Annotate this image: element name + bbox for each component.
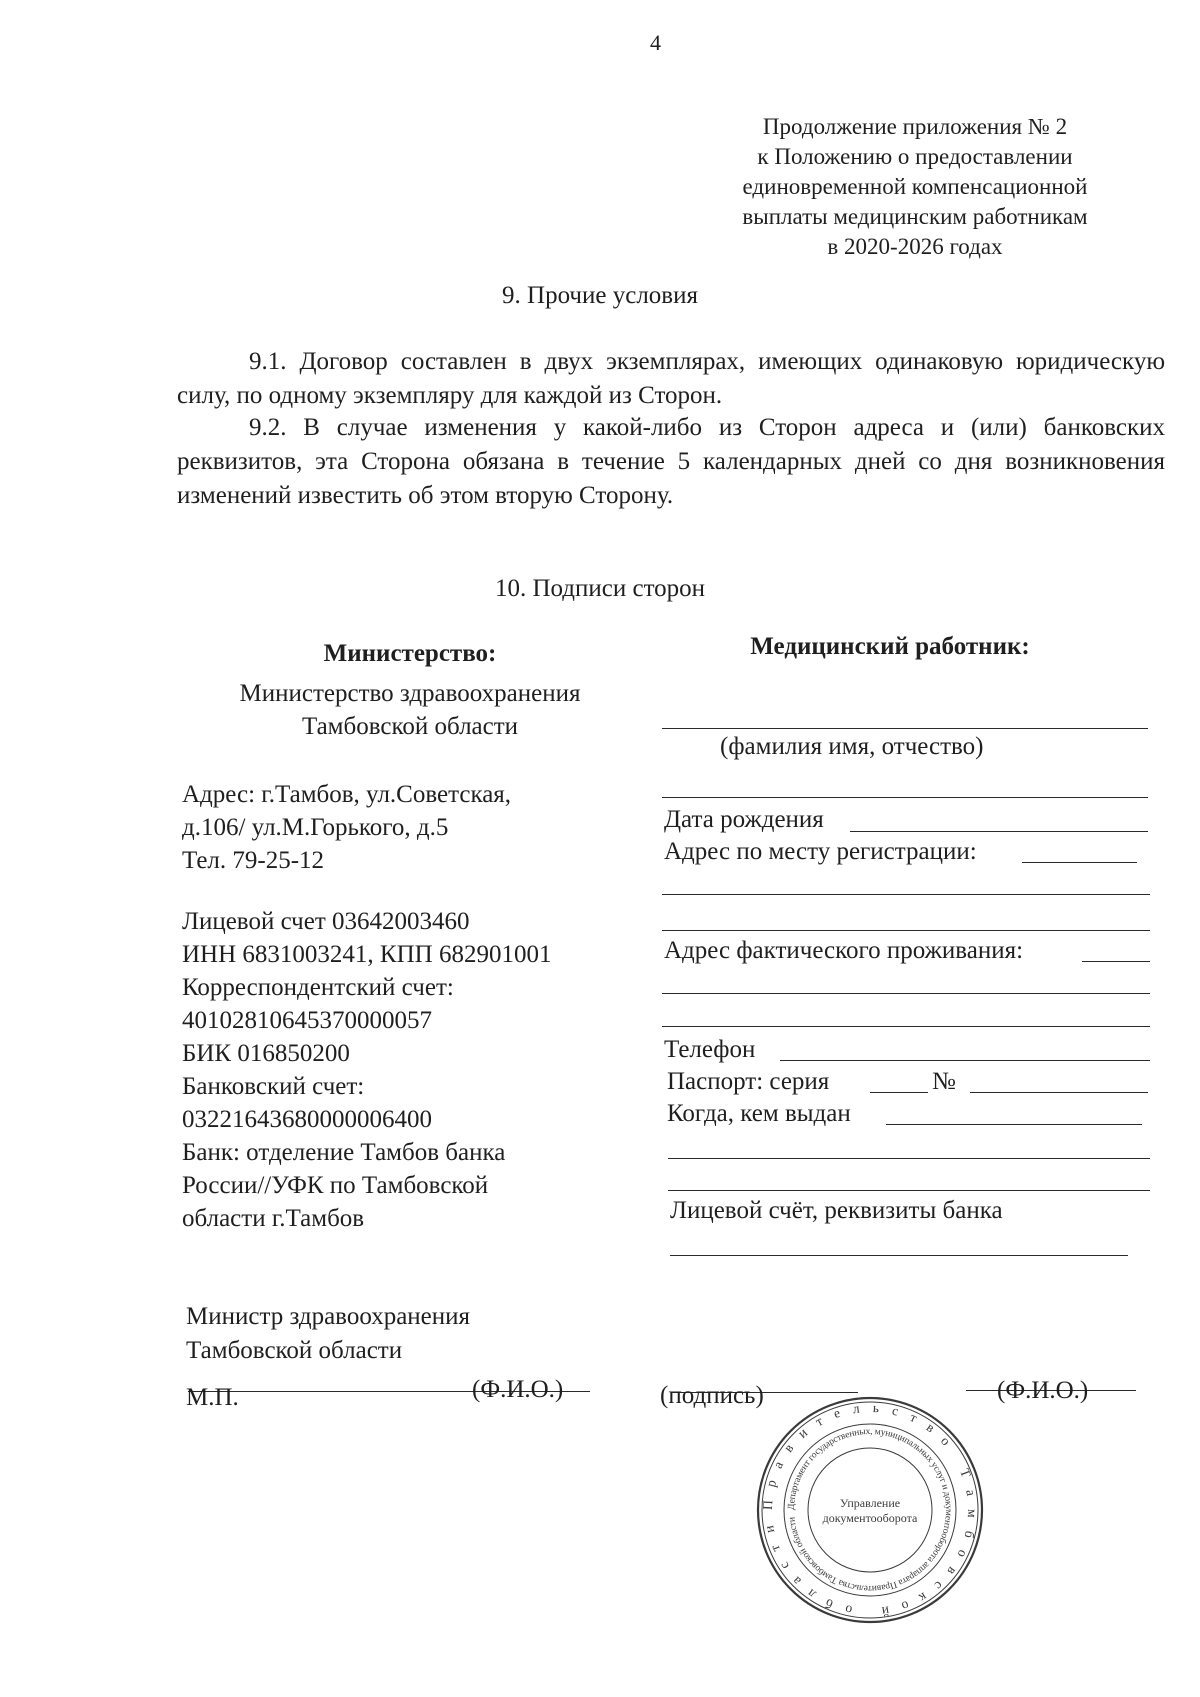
worker-fio-caption: (фамилия имя, отчество) <box>720 733 984 760</box>
address-line: Адрес: г.Тамбов, ул.Советская, <box>182 781 512 808</box>
bank-line: Банк: отделение Тамбов банка <box>182 1139 506 1166</box>
ministry-name-line: Тамбовской области <box>301 713 519 740</box>
passport-number-field[interactable] <box>970 1092 1148 1093</box>
actual-address-line-3[interactable] <box>662 1026 1150 1027</box>
seal-center-line-2: документооборота <box>822 1511 918 1525</box>
official-seal <box>755 1395 985 1625</box>
issued-line-2[interactable] <box>668 1158 1150 1159</box>
issued-field[interactable] <box>886 1124 1142 1125</box>
page-number: 4 <box>650 30 661 55</box>
appendix-line: Продолжение приложения № 2 <box>762 114 1068 139</box>
bank-account-field[interactable] <box>670 1255 1128 1256</box>
bank-line: Корреспондентский счет: <box>182 974 454 1001</box>
minister-fio-caption: (Ф.И.О.) <box>472 1376 564 1403</box>
birth-date-field[interactable] <box>850 831 1148 832</box>
appendix-line: единовременной компенсационной <box>742 174 1088 199</box>
bank-line: БИК 016850200 <box>182 1040 350 1067</box>
worker-fio-caption-right: (Ф.И.О.) <box>997 1377 1089 1404</box>
blank-line <box>662 797 1148 798</box>
reg-address-label: Адрес по месту регистрации: <box>664 838 977 865</box>
bank-line: России//УФК по Тамбовской <box>182 1172 489 1199</box>
passport-series-field[interactable] <box>870 1092 928 1093</box>
seal-middle-text: Департамент государственных, муниципальных услуг и документооборота аппарата Правительства Тамбовской области <box>786 1426 954 1594</box>
ministry-bank-details <box>182 905 551 1235</box>
section-9-heading: 9. Прочие условия <box>502 282 698 309</box>
address-line: д.106/ ул.М.Горького, д.5 <box>182 814 449 841</box>
ministry-name <box>190 677 630 743</box>
appendix-line: к Положению о предоставлении <box>757 144 1073 169</box>
bank-line: области г.Тамбов <box>182 1205 365 1232</box>
clause-9-1-text: 9.1. Договор составлен в двух экземплярах, имеющих одинаковую юридическую силу, по одному экземпляру для каждой из Сторон. <box>177 348 1165 409</box>
seal-inner-ring <box>808 1448 932 1572</box>
minister-line: Министр здравоохранения <box>186 1303 471 1330</box>
worker-title: Медицинский работник: <box>750 633 1030 660</box>
phone-field[interactable] <box>780 1060 1150 1061</box>
actual-address-field[interactable] <box>1082 961 1150 962</box>
ministry-address <box>182 778 511 877</box>
reg-address-field[interactable] <box>1022 862 1137 863</box>
seal-outer-text: Правительство Тамбовской области <box>759 1399 981 1621</box>
phone-label: Телефон <box>664 1036 756 1063</box>
bank-line: 40102810645370000057 <box>182 1007 432 1034</box>
bank-account-label: Лицевой счёт, реквизиты банка <box>670 1197 1003 1224</box>
clause-9-2 <box>177 411 1165 513</box>
clause-9-1 <box>177 345 1165 413</box>
appendix-line: выплаты медицинским работникам <box>742 204 1088 229</box>
minister-line: Тамбовской области <box>186 1337 403 1364</box>
appendix-line: в 2020-2026 годах <box>827 234 1003 259</box>
bank-line: Банковский счет: <box>182 1073 365 1100</box>
reg-address-line-3[interactable] <box>662 930 1150 931</box>
actual-address-label: Адрес фактического проживания: <box>664 937 1024 964</box>
ministry-title: Министерство: <box>323 640 497 667</box>
passport-series-label: Паспорт: серия <box>667 1068 830 1095</box>
worker-fio-line <box>662 728 1148 729</box>
actual-address-line-2[interactable] <box>662 993 1150 994</box>
clause-9-2-text: 9.2. В случае изменения у какой-либо из Сторон адреса и (или) банковских реквизитов, эта Сторона обязана в течение 5 календарных дней со дня возникновения изменений известить об этом вторую Сторону. <box>177 414 1165 509</box>
issued-line-3[interactable] <box>668 1190 1150 1191</box>
ministry-name-line: Министерство здравоохранения <box>239 680 581 707</box>
birth-date-label: Дата рождения <box>664 806 824 833</box>
appendix-header <box>680 112 1150 262</box>
section-10-heading: 10. Подписи сторон <box>494 575 706 602</box>
passport-number-label: № <box>932 1068 956 1095</box>
seal-center-line-1: Управление <box>839 1496 901 1510</box>
phone-line: Тел. 79-25-12 <box>182 847 325 874</box>
seal-middle-ring <box>784 1424 956 1596</box>
minister-signatory <box>186 1300 470 1368</box>
reg-address-line-2[interactable] <box>662 894 1150 895</box>
bank-line: ИНН 6831003241, КПП 682901001 <box>182 941 552 968</box>
issued-label: Когда, кем выдан <box>667 1100 851 1127</box>
signature-caption: (подпись) <box>660 1382 764 1409</box>
bank-line: Лицевой счет 03642003460 <box>182 908 470 935</box>
mp-label: М.П. <box>186 1384 239 1411</box>
bank-line: 03221643680000006400 <box>182 1106 432 1133</box>
